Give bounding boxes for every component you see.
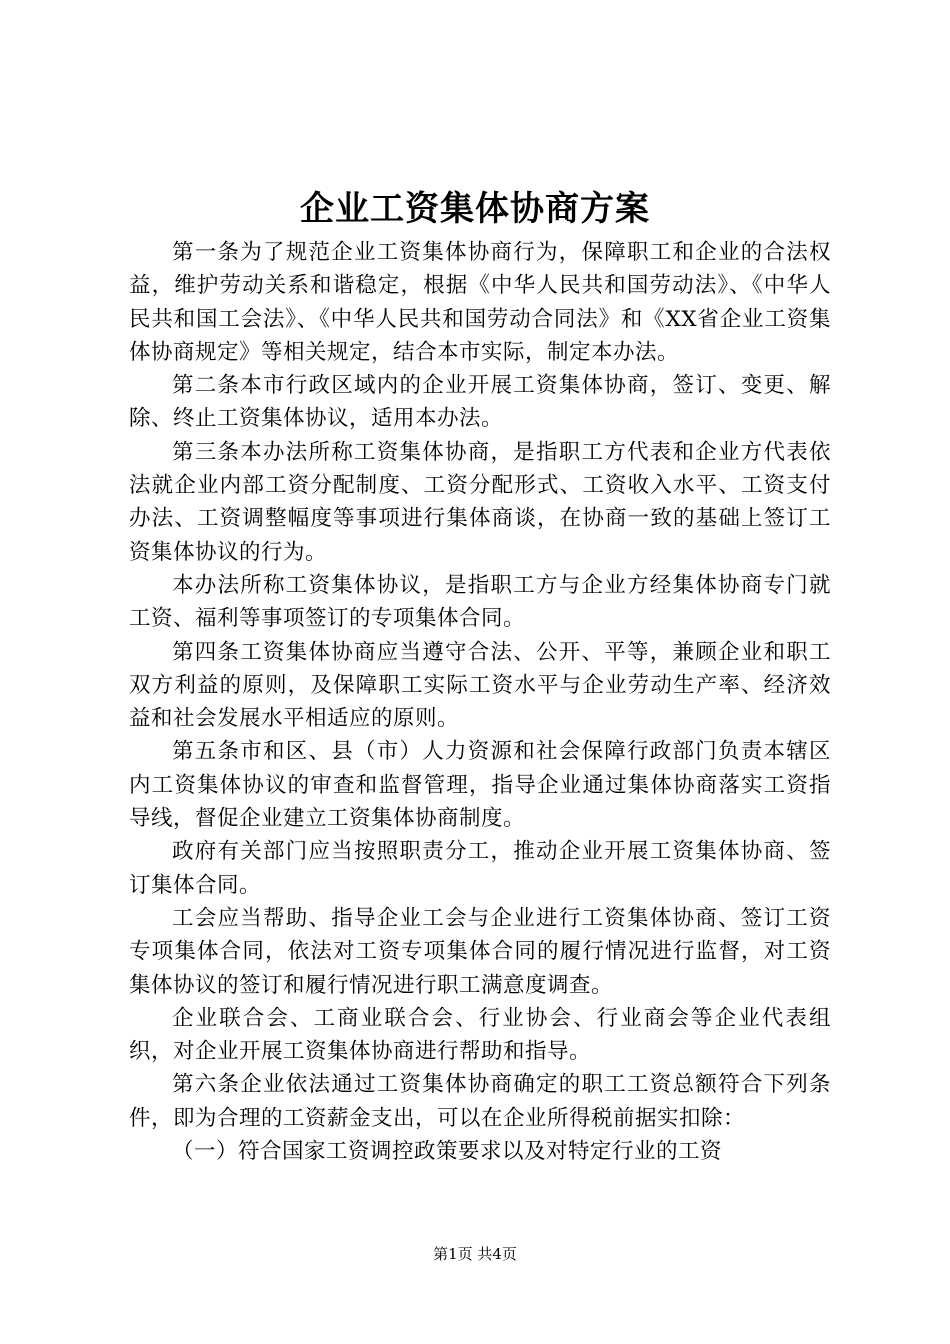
paragraph-6: 第五条市和区、县（市）人力资源和社会保障行政部门负责本辖区内工资集体协议的审查和监督管理，指导企业通过集体协商落实工资指导线，督促企业建立工资集体协商制度。 (129, 739, 831, 832)
document-title: 企业工资集体协商方案 (300, 189, 650, 229)
paragraph-2: 第二条本市行政区域内的企业开展工资集体协商，签订、变更、解除、终止工资集体协议，适用本办法。 (129, 373, 831, 432)
paragraph-9: 企业联合会、工商业联合会、行业协会、行业商会等企业代表组织，对企业开展工资集体协商进行帮助和指导。 (129, 1005, 831, 1065)
paragraph-5: 第四条工资集体协商应当遵守合法、公开、平等，兼顾企业和职工双方利益的原则，及保障职工实际工资水平与企业劳动生产率、经济效益和社会发展水平相适应的原则。 (129, 639, 831, 732)
paragraph-11: （一）符合国家工资调控政策要求以及对特定行业的工资 (172, 1139, 723, 1165)
paragraph-10: 第六条企业依法通过工资集体协商确定的职工工资总额符合下列条件，即为合理的工资薪金支出，可以在企业所得税前据实扣除： (129, 1072, 831, 1131)
paragraph-8: 工会应当帮助、指导企业工会与企业进行工资集体协商、签订工资专项集体合同，依法对工资专项集体合同的履行情况进行监督，对工资集体协议的签订和履行情况进行职工满意度调查。 (129, 905, 831, 998)
paragraph-1: 第一条为了规范企业工资集体协商行为，保障职工和企业的合法权益，维护劳动关系和谐稳定，根据《中华人民共和国劳动法》、《中华人民共和国工会法》、《中华人民共和国劳动合同法》和《XX省企业工资集体协商规定》等相关规定，结合本市实际，制定本办法。 (129, 240, 831, 365)
paragraph-4: 本办法所称工资集体协议，是指职工方与企业方经集体协商专门就工资、福利等事项签订的专项集体合同。 (129, 572, 831, 632)
paragraph-3: 第三条本办法所称工资集体协商，是指职工方代表和企业方代表依法就企业内部工资分配制度、工资分配形式、工资收入水平、工资支付办法、工资调整幅度等事项进行集体商谈，在协商一致的基础上签订工资集体协议的行为。 (129, 439, 831, 565)
page-number-footer: 第1页 共4页 (433, 1245, 517, 1263)
paragraph-7: 政府有关部门应当按照职责分工，推动企业开展工资集体协商、签订集体合同。 (129, 839, 831, 898)
document-body (129, 236, 831, 1168)
